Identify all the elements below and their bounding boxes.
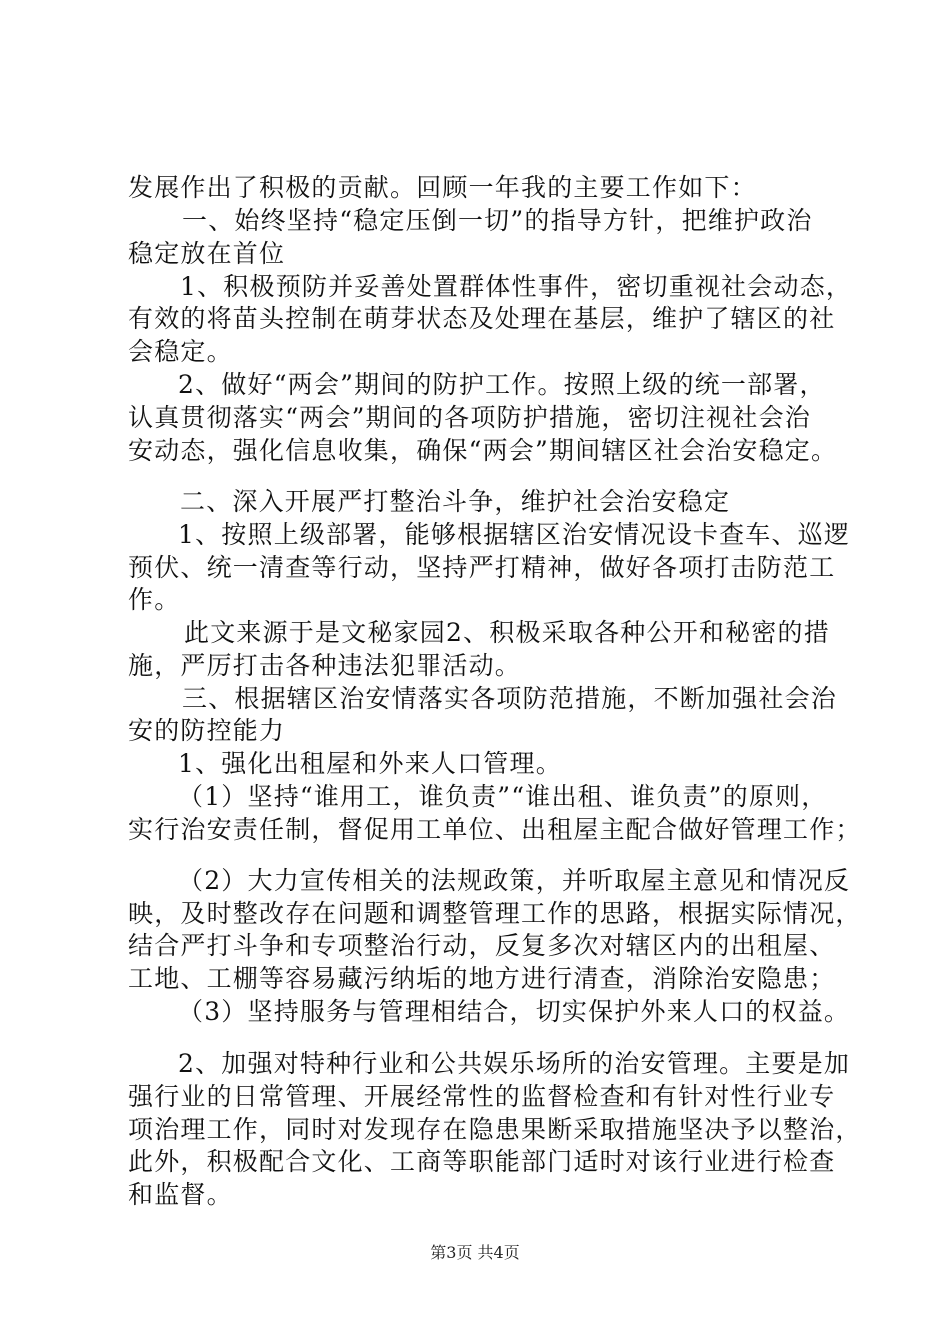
section-heading-line: 一、始终坚持“稳定压倒一切”的指导方针，把维护政治	[182, 206, 813, 235]
body-line: 2、加强对特种行业和公共娱乐场所的治安管理。主要是加	[178, 1049, 851, 1078]
body-line: 实行治安责任制，督促用工单位、出租屋主配合做好管理工作；	[128, 815, 862, 844]
page-number-footer: 第3页 共4页	[430, 1243, 520, 1262]
body-line: 项治理工作，同时对发现存在隐患果断采取措施坚决予以整治，	[128, 1115, 862, 1144]
body-line: 有效的将苗头控制在萌芽状态及处理在基层，维护了辖区的社	[128, 304, 836, 333]
body-line: 认真贯彻落实“两会”期间的各项防护措施，密切注视社会治	[128, 403, 811, 432]
body-line: （2）大力宣传相关的法规政策，并听取屋主意见和情况反	[178, 866, 851, 895]
body-line: 发展作出了积极的贡献。回顾一年我的主要工作如下：	[128, 173, 757, 202]
body-line: 工地、工棚等容易藏污纳垢的地方进行清查，消除治安隐患；	[128, 964, 836, 993]
body-line: 强行业的日常管理、开展经常性的监督检查和有针对性行业专	[128, 1082, 836, 1111]
body-line: 和监督。	[128, 1180, 233, 1209]
body-line: 1、强化出租屋和外来人口管理。	[178, 749, 562, 778]
section-heading-line: 安的防控能力	[128, 716, 286, 745]
body-line: 2、做好“两会”期间的防护工作。按照上级的统一部署，	[178, 370, 826, 399]
body-line: 1、积极预防并妥善处置群体性事件，密切重视社会动态，	[180, 272, 853, 301]
body-line: 1、按照上级部署，能够根据辖区治安情况设卡查车、巡逻	[178, 520, 851, 549]
section-heading-line: 三、根据辖区治安情落实各项防范措施，不断加强社会治	[182, 684, 838, 713]
body-line: 施，严厉打击各种违法犯罪活动。	[128, 651, 522, 680]
body-line: 结合严打斗争和专项整治行动，反复多次对辖区内的出租屋、	[128, 931, 836, 960]
body-line: 会稳定。	[128, 337, 233, 366]
body-line: 此外，积极配合文化、工商等职能部门适时对该行业进行检查	[128, 1147, 836, 1176]
section-heading-line: 二、深入开展严打整治斗争，维护社会治安稳定	[180, 487, 731, 516]
body-line: 映，及时整改存在问题和调整管理工作的思路，根据实际情况，	[128, 899, 862, 928]
body-line: （3）坚持服务与管理相结合，切实保护外来人口的权益。	[178, 997, 851, 1026]
body-line: 预伏、统一清查等行动，坚持严打精神，做好各项打击防范工	[128, 553, 836, 582]
body-line: 此文来源于是文秘家园2、积极采取各种公开和秘密的措	[184, 618, 830, 647]
section-heading-line: 稳定放在首位	[128, 239, 286, 268]
body-line: （1）坚持“谁用工，谁负责”“谁出租、谁负责”的原则，	[178, 782, 828, 811]
body-line: 安动态，强化信息收集，确保“两会”期间辖区社会治安稳定。	[128, 436, 838, 465]
body-line: 作。	[128, 585, 181, 614]
